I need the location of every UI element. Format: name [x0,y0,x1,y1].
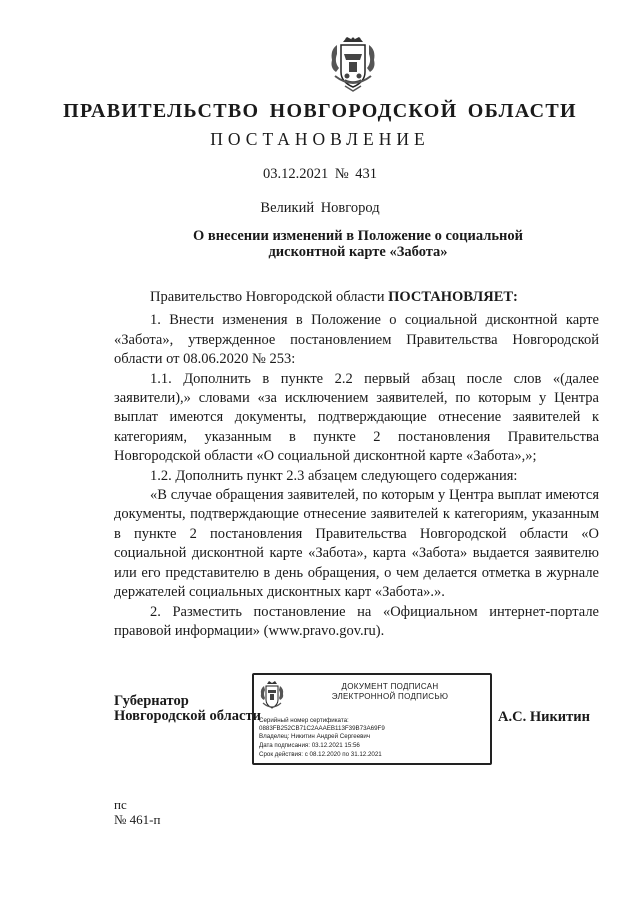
paragraph-1: 1. Внести изменения в Положение о социальной дисконтной карте «Забота», утвержденное постановлением Правительства Новгородской области от 08.06.2020 № 253: [114,312,599,368]
document-type: ПОСТАНОВЛЕНИЕ [210,129,430,149]
paragraph-1-2: 1.2. Дополнить пункт 2.3 абзацем следующего содержания: [150,467,518,484]
title-line-2: дисконтной карте «Забота» [268,244,448,260]
paragraph-quote: «В случае обращения заявителей, по которым у Центра выплат имеются документы, подтверждающие отнесение заявителей к категориям, указанным в пункте 2 постановления Правительства Новгородской области «О социальной дисконтной карте «Забота», карта «Забота» выдается заявителю или его представителю в день обращения, о чем делается отметка в журнале держателей социальных дисконтных карт «Забота».». [114,487,599,601]
document-title [0,228,640,260]
document-date-number: 03.12.2021 № 431 [262,166,378,182]
stamp-signed-date: Дата подписания: 03.12.2021 15:56 [259,742,360,749]
stamp-coat-of-arms-icon [259,681,285,711]
paragraph-2: 2. Разместить постановление на «Официальном интернет-портале правовой информации» (www.pravo.gov.ru). [114,603,599,639]
preamble-text: Правительство Новгородской области [150,289,389,305]
document-city: Великий Новгород [260,200,380,216]
position-line-1: Губернатор [114,693,189,709]
stamp-validity: Срок действия: с 08.12.2020 по 31.12.2021 [259,751,382,758]
title-line-1: О внесении изменений в Положение о социальной [193,228,523,244]
stamp-heading-1: ДОКУМЕНТ ПОДПИСАН [341,682,439,691]
preamble [114,288,599,307]
signatory-position [114,694,261,724]
signatory-name: А.С. Никитин [498,709,590,725]
paragraph-1-1: 1.1. Дополнить в пункте 2.2 первый абзац после слов «(далее заявители),» словами «за исключением заявителей, по которым у Центра выплат имеются документы, подтверждающие отнесение заявителей к категориям, указанным в пункте 2 постановления Правительства Новгородской области «О социальной дисконтной карте «Забота»,»; [114,370,599,465]
electronic-signature-stamp [252,673,492,765]
stamp-heading [290,682,490,702]
stamp-heading-2: ЭЛЕКТРОННОЙ ПОДПИСЬЮ [331,692,449,701]
footer-code: пс [114,797,127,812]
position-line-2: Новгородской области [114,708,261,724]
footer-number: № 461-п [114,812,161,827]
document-body [114,288,599,641]
stamp-owner: Владелец: Никитин Андрей Сергеевич [259,733,371,740]
stamp-cert-number: 0883FB252CB71C2AAAEB113F39B73A69F9 [259,725,385,732]
coat-of-arms-icon [327,36,379,92]
government-name: ПРАВИТЕЛЬСТВО НОВГОРОДСКОЙ ОБЛАСТИ [63,100,577,122]
preamble-decree: ПОСТАНОВЛЯЕТ: [388,289,518,305]
stamp-cert-label: Серийный номер сертификата: [259,717,349,724]
document-footer [114,797,160,827]
